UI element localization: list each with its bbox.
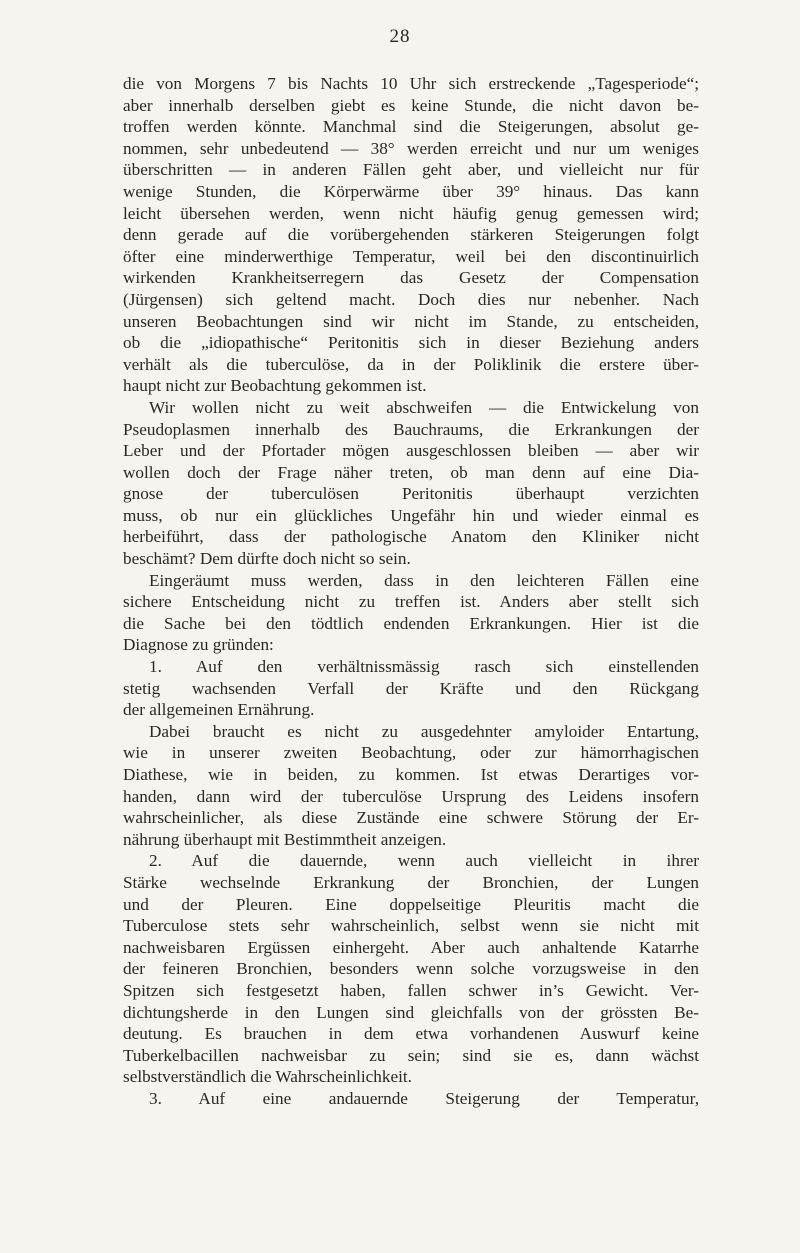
text-line: nährung überhaupt mit Bestimmtheit anzeigen.	[123, 829, 447, 849]
text-line: troffen werden könnte. Manchmal sind die Steigerungen, absolut ge-	[123, 117, 699, 137]
text-line: denn gerade auf die vorübergehenden stärkeren Steigerungen folgt	[123, 225, 699, 245]
text-line: öfter eine minderwerthige Temperatur, weil bei den discontinuirlich	[123, 246, 699, 266]
text-line: haupt nicht zur Beobachtung gekommen ist.	[123, 376, 427, 396]
text-line: sichere Entscheidung nicht zu treffen ist. Anders aber stellt sich	[123, 592, 699, 612]
text-line: Eingeräumt muss werden, dass in den leichteren Fällen eine	[149, 570, 699, 590]
text-line: nommen, sehr unbedeutend — 38° werden erreicht und nur um weniges	[123, 138, 699, 158]
text-line: wie in unserer zweiten Beobachtung, oder zur hämorrhagischen	[123, 743, 699, 763]
page-number: 28	[389, 26, 411, 47]
text-line: überschritten — in anderen Fällen geht aber, und vielleicht nur für	[123, 160, 699, 180]
text-line: 1. Auf den verhältnissmässig rasch sich einstellenden	[149, 657, 699, 677]
text-line: der allgemeinen Ernährung.	[123, 700, 315, 720]
text-line: die von Morgens 7 bis Nachts 10 Uhr sich erstreckende „Tagesperiode“;	[123, 74, 699, 93]
text-line: die Sache bei den tödtlich endenden Erkrankungen. Hier ist die	[123, 613, 699, 633]
text-line: verhält als die tuberculöse, da in der Poliklinik die erstere über-	[123, 354, 699, 374]
text-line: gnose der tuberculösen Peritonitis überhaupt verzichten	[123, 484, 699, 504]
text-line: leicht übersehen werden, wenn nicht häufig genug gemessen wird;	[123, 203, 699, 223]
text-line: wirkenden Krankheitserregern das Gesetz der Compensation	[123, 268, 699, 288]
text-line: 3. Auf eine andauernde Steigerung der Temperatur,	[149, 1088, 699, 1108]
text-line: 2. Auf die dauernde, wenn auch vielleicht in ihrer	[149, 851, 699, 871]
text-line: herbeiführt, dass der pathologische Anatom den Kliniker nicht	[123, 527, 699, 547]
text-line: Tuberculose stets sehr wahrscheinlich, selbst wenn sie nicht mit	[123, 916, 699, 936]
text-line: Leber und der Pfortader mögen ausgeschlossen bleiben — aber wir	[123, 441, 699, 461]
text-line: dichtungsherde in den Lungen sind gleichfalls von der grössten Be-	[123, 1002, 699, 1022]
text-line: nachweisbaren Ergüssen einhergeht. Aber auch anhaltende Katarrhe	[123, 937, 699, 957]
text-line: Wir wollen nicht zu weit abschweifen — die Entwickelung von	[149, 397, 699, 417]
text-line: Diathese, wie in beiden, zu kommen. Ist etwas Derartiges vor-	[123, 765, 699, 784]
text-line: stetig wachsenden Verfall der Kräfte und den Rückgang	[123, 678, 699, 698]
text-line: unseren Beobachtungen sind wir nicht im Stande, zu entscheiden,	[123, 311, 699, 331]
text-line: Diagnose zu gründen:	[123, 635, 274, 655]
text-line: Stärke wechselnde Erkrankung der Bronchien, der Lungen	[123, 872, 699, 892]
body-text	[123, 73, 699, 1110]
text-line: handen, dann wird der tuberculöse Ursprung des Leidens insofern	[123, 786, 699, 806]
text-line: Spitzen sich festgesetzt haben, fallen schwer in’s Gewicht. Ver-	[123, 980, 699, 1000]
text-line: Pseudoplasmen innerhalb des Bauchraums, die Erkrankungen der	[123, 419, 699, 439]
text-line: und der Pleuren. Eine doppelseitige Pleuritis macht die	[123, 894, 699, 914]
text-line: wenige Stunden, die Körperwärme über 39° hinaus. Das kann	[123, 181, 699, 201]
text-line: (Jürgensen) sich geltend macht. Doch dies nur nebenher. Nach	[123, 289, 699, 309]
text-line: beschämt? Dem dürfte doch nicht so sein.	[123, 549, 411, 569]
text-line: deutung. Es brauchen in dem etwa vorhandenen Auswurf keine	[123, 1024, 699, 1044]
text-line: Dabei braucht es nicht zu ausgedehnter amyloider Entartung,	[149, 721, 699, 741]
text-line: selbstverständlich die Wahrscheinlichkeit.	[123, 1067, 412, 1087]
text-line: muss, ob nur ein glückliches Ungefähr hin und wieder einmal es	[123, 505, 699, 525]
text-line: aber innerhalb derselben giebt es keine Stunde, die nicht davon be-	[123, 95, 699, 115]
text-line: der feineren Bronchien, besonders wenn solche vorzugsweise in den	[123, 959, 699, 979]
text-line: Tuberkelbacillen nachweisbar zu sein; sind sie es, dann wächst	[123, 1045, 699, 1065]
text-line: ob die „idiopathische“ Peritonitis sich in dieser Beziehung anders	[123, 333, 699, 353]
text-line: wahrscheinlicher, als diese Zustände eine schwere Störung der Er-	[123, 808, 699, 828]
text-line: wollen doch der Frage näher treten, ob man denn auf eine Dia-	[123, 462, 699, 482]
